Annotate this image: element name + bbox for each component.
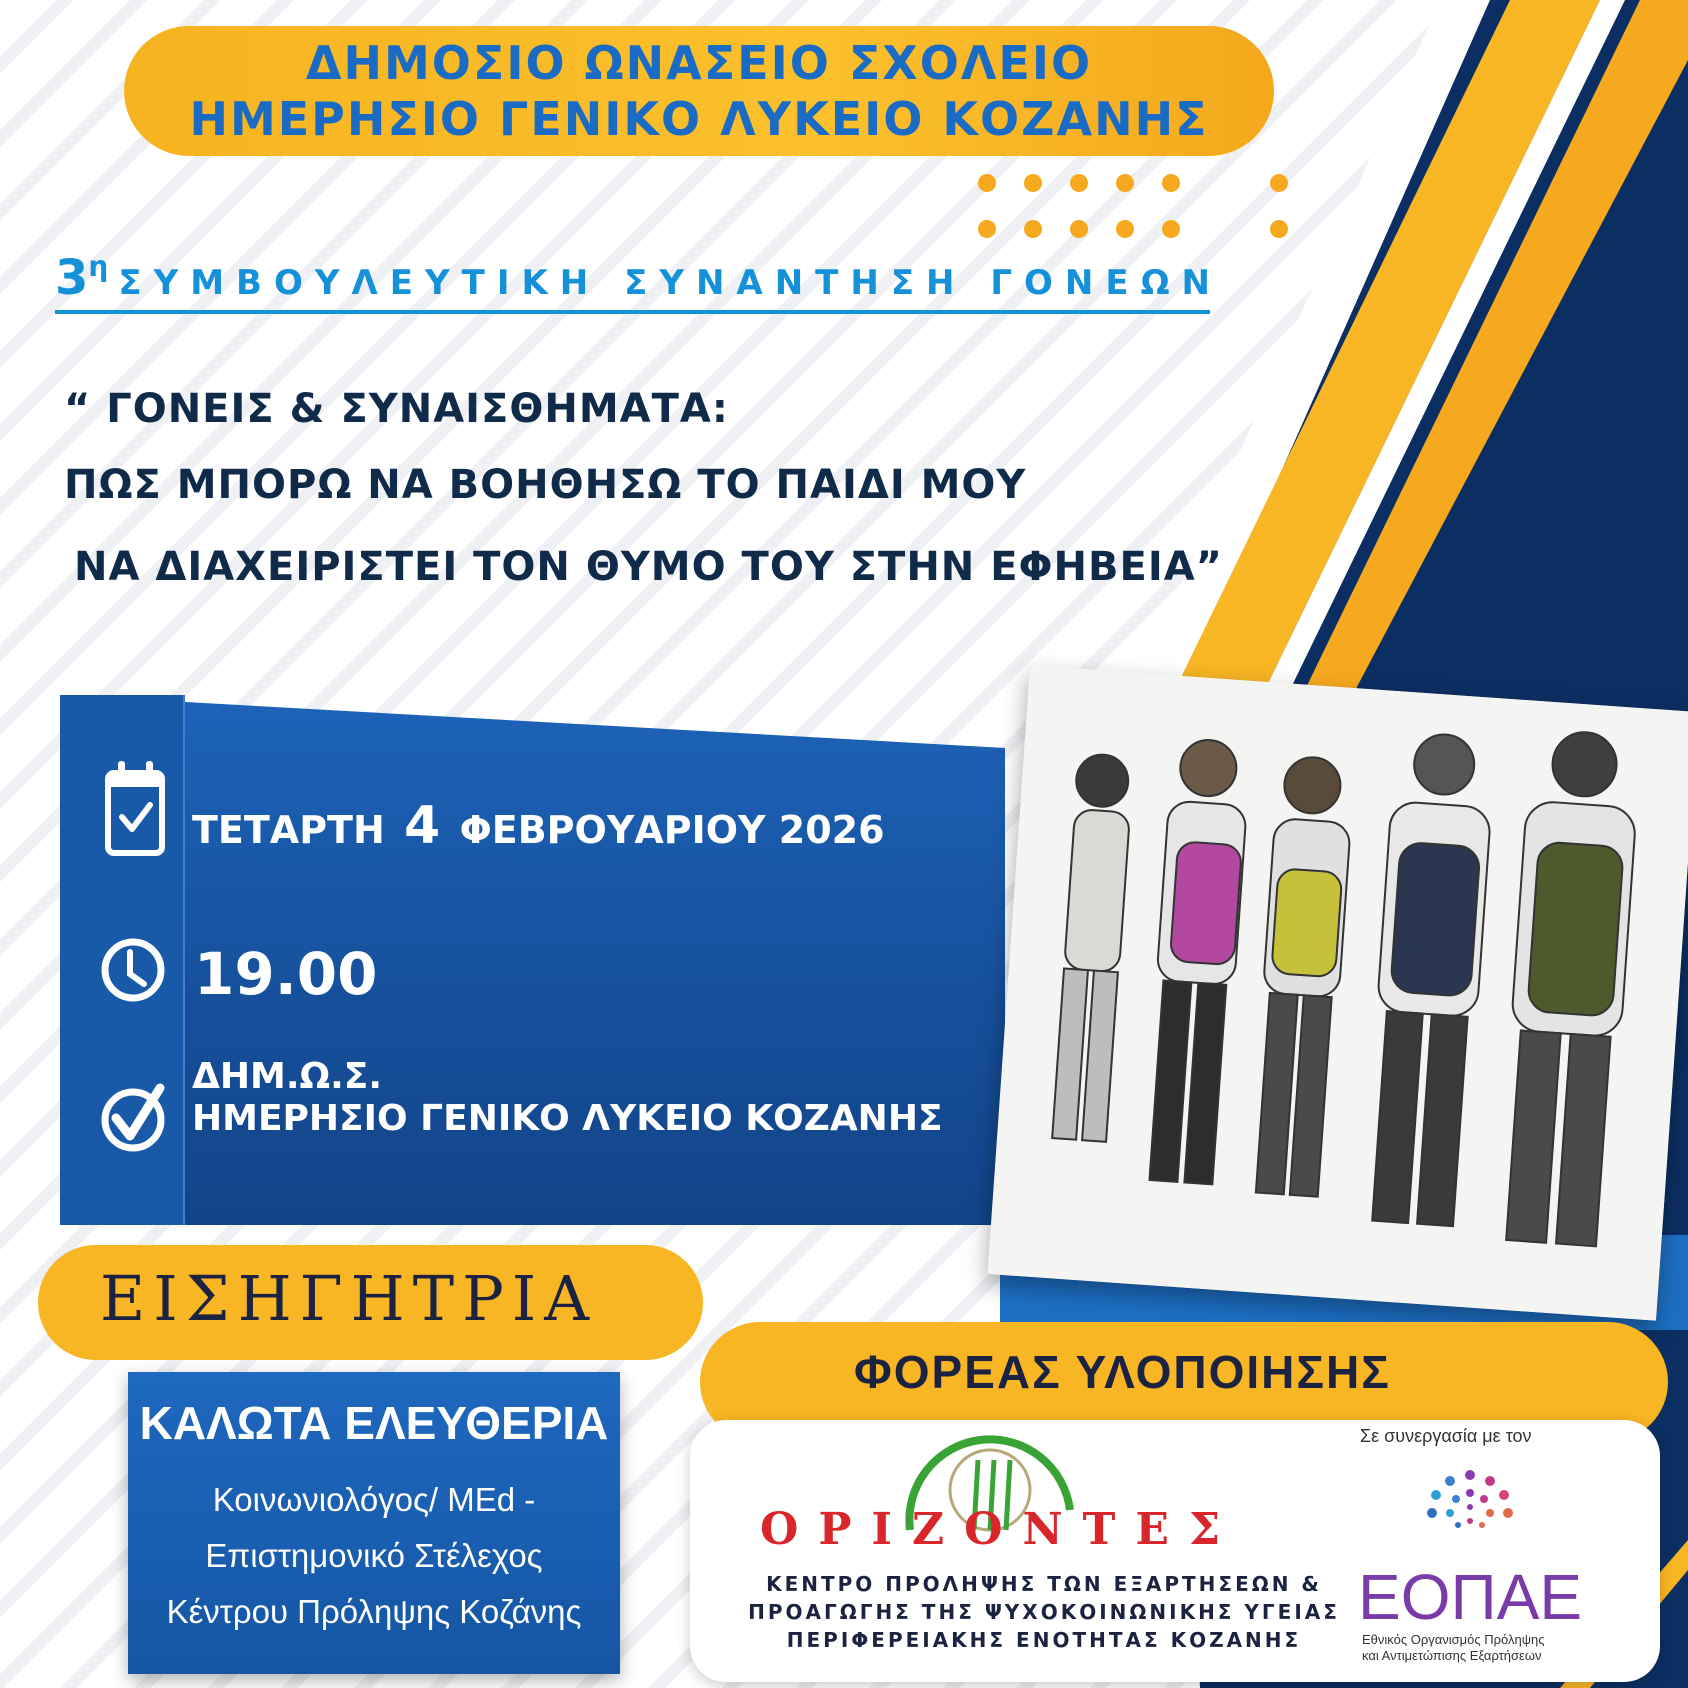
dot — [1116, 174, 1134, 192]
event-date — [192, 796, 885, 856]
clock-icon — [98, 922, 168, 1022]
meeting-number: 3 — [55, 250, 89, 306]
event-date-number: 4 — [404, 796, 441, 856]
walking-teenagers-illustration — [988, 665, 1688, 1320]
dot — [1162, 220, 1180, 238]
event-month-year: ΦΕΒΡΟΥΑΡΙΟΥ 2026 — [459, 808, 885, 852]
title-line1: “ ΓΟΝΕΙΣ & ΣΥΝΑΙΣΘΗΜΑΤΑ: — [64, 386, 729, 432]
checkmark-icon — [98, 1070, 168, 1170]
eopae-logo-text: ΕΟΠΑΕ — [1358, 1561, 1583, 1633]
dot — [1162, 174, 1180, 192]
dot — [978, 220, 996, 238]
subtitle-underline — [55, 310, 1210, 314]
meeting-subtitle — [55, 250, 1222, 306]
speaker-role-line2: Επιστημονικό Στέλεχος — [205, 1537, 543, 1574]
dot — [978, 174, 996, 192]
speaker-role-line3: Κέντρου Πρόληψης Κοζάνης — [166, 1593, 582, 1630]
partner-intro: Σε συνεργασία με τον — [1360, 1426, 1532, 1446]
title-line2: ΠΩΣ ΜΠΟΡΩ ΝΑ ΒΟΗΘΗΣΩ ΤΟ ΠΑΙΔΙ ΜΟΥ — [64, 462, 1027, 508]
school-name-line2: ΗΜΕΡΗΣΙΟ ΓΕΝΙΚΟ ΛΥΚΕΙΟ ΚΟΖΑΝΗΣ — [189, 92, 1209, 146]
dot — [1270, 174, 1288, 192]
dot — [1070, 220, 1088, 238]
calendar-icon — [100, 755, 170, 865]
meeting-subtitle-text: ΣΥΜΒΟΥΛΕΥΤΙΚΗ ΣΥΝΑΝΤΗΣΗ ΓΟΝΕΩΝ — [118, 263, 1222, 303]
speaker-role-line1: Κοινωνιολόγος/ MEd - — [212, 1481, 536, 1518]
dot — [1270, 220, 1288, 238]
meeting-number-suffix: η — [88, 250, 109, 283]
dot — [1024, 174, 1042, 192]
event-location-line1: ΔΗΜ.Ω.Σ. — [192, 1056, 383, 1097]
speaker-label: ΕΙΣΗΓΗΤΡΙΑ — [100, 1262, 598, 1335]
eopae-logo-mark — [1410, 1455, 1530, 1565]
school-name-line1: ΔΗΜΟΣΙΟ ΩΝΑΣΕΙΟ ΣΧΟΛΕΙΟ — [305, 36, 1093, 90]
speaker-card — [128, 1372, 620, 1674]
speaker-name: ΚΑΛΩΤΑ ΕΛΕΥΘΕΡΙΑ — [139, 1397, 609, 1449]
dot — [1024, 220, 1042, 238]
dot — [1116, 220, 1134, 238]
eopae-tagline-line2: και Αντιμετώπισης Εξαρτήσεων — [1362, 1648, 1542, 1663]
eopae-tagline — [1362, 1632, 1545, 1664]
header-banner — [124, 26, 1274, 156]
title-line3: ΝΑ ΔΙΑΧΕΙΡΙΣΤΕΙ ΤΟΝ ΘΥΜΟ ΤΟΥ ΣΤΗΝ ΕΦΗΒΕΙΑ” — [74, 544, 1223, 590]
orizontes-logo-text: ΟΡΙΖΟΝΤΕΣ — [760, 1504, 1241, 1555]
teenagers-photo — [988, 665, 1688, 1320]
event-time: 19.00 — [194, 940, 378, 1008]
org-line1: ΚΕΝΤΡΟ ΠΡΟΛΗΨΗΣ ΤΩΝ ΕΞΑΡΤΗΣΕΩΝ & — [766, 1572, 1322, 1596]
org-line2: ΠΡΟΑΓΩΓΗΣ ΤΗΣ ΨΥΧΟΚΟΙΝΩΝΙΚΗΣ ΥΓΕΙΑΣ — [748, 1600, 1340, 1624]
dot — [1070, 174, 1088, 192]
event-day: ΤΕΤΑΡΤΗ — [192, 808, 385, 852]
implementer-label: ΦΟΡΕΑΣ ΥΛΟΠΟΙΗΣΗΣ — [854, 1346, 1391, 1398]
event-location-line2: ΗΜΕΡΗΣΙΟ ΓΕΝΙΚΟ ΛΥΚΕΙΟ ΚΟΖΑΝΗΣ — [192, 1098, 943, 1139]
orizontes-org-text — [724, 1570, 1364, 1654]
eopae-tagline-line1: Εθνικός Οργανισμός Πρόληψης — [1362, 1632, 1545, 1647]
org-line3: ΠΕΡΙΦΕΡΕΙΑΚΗΣ ΕΝΟΤΗΤΑΣ ΚΟΖΑΝΗΣ — [786, 1628, 1302, 1652]
